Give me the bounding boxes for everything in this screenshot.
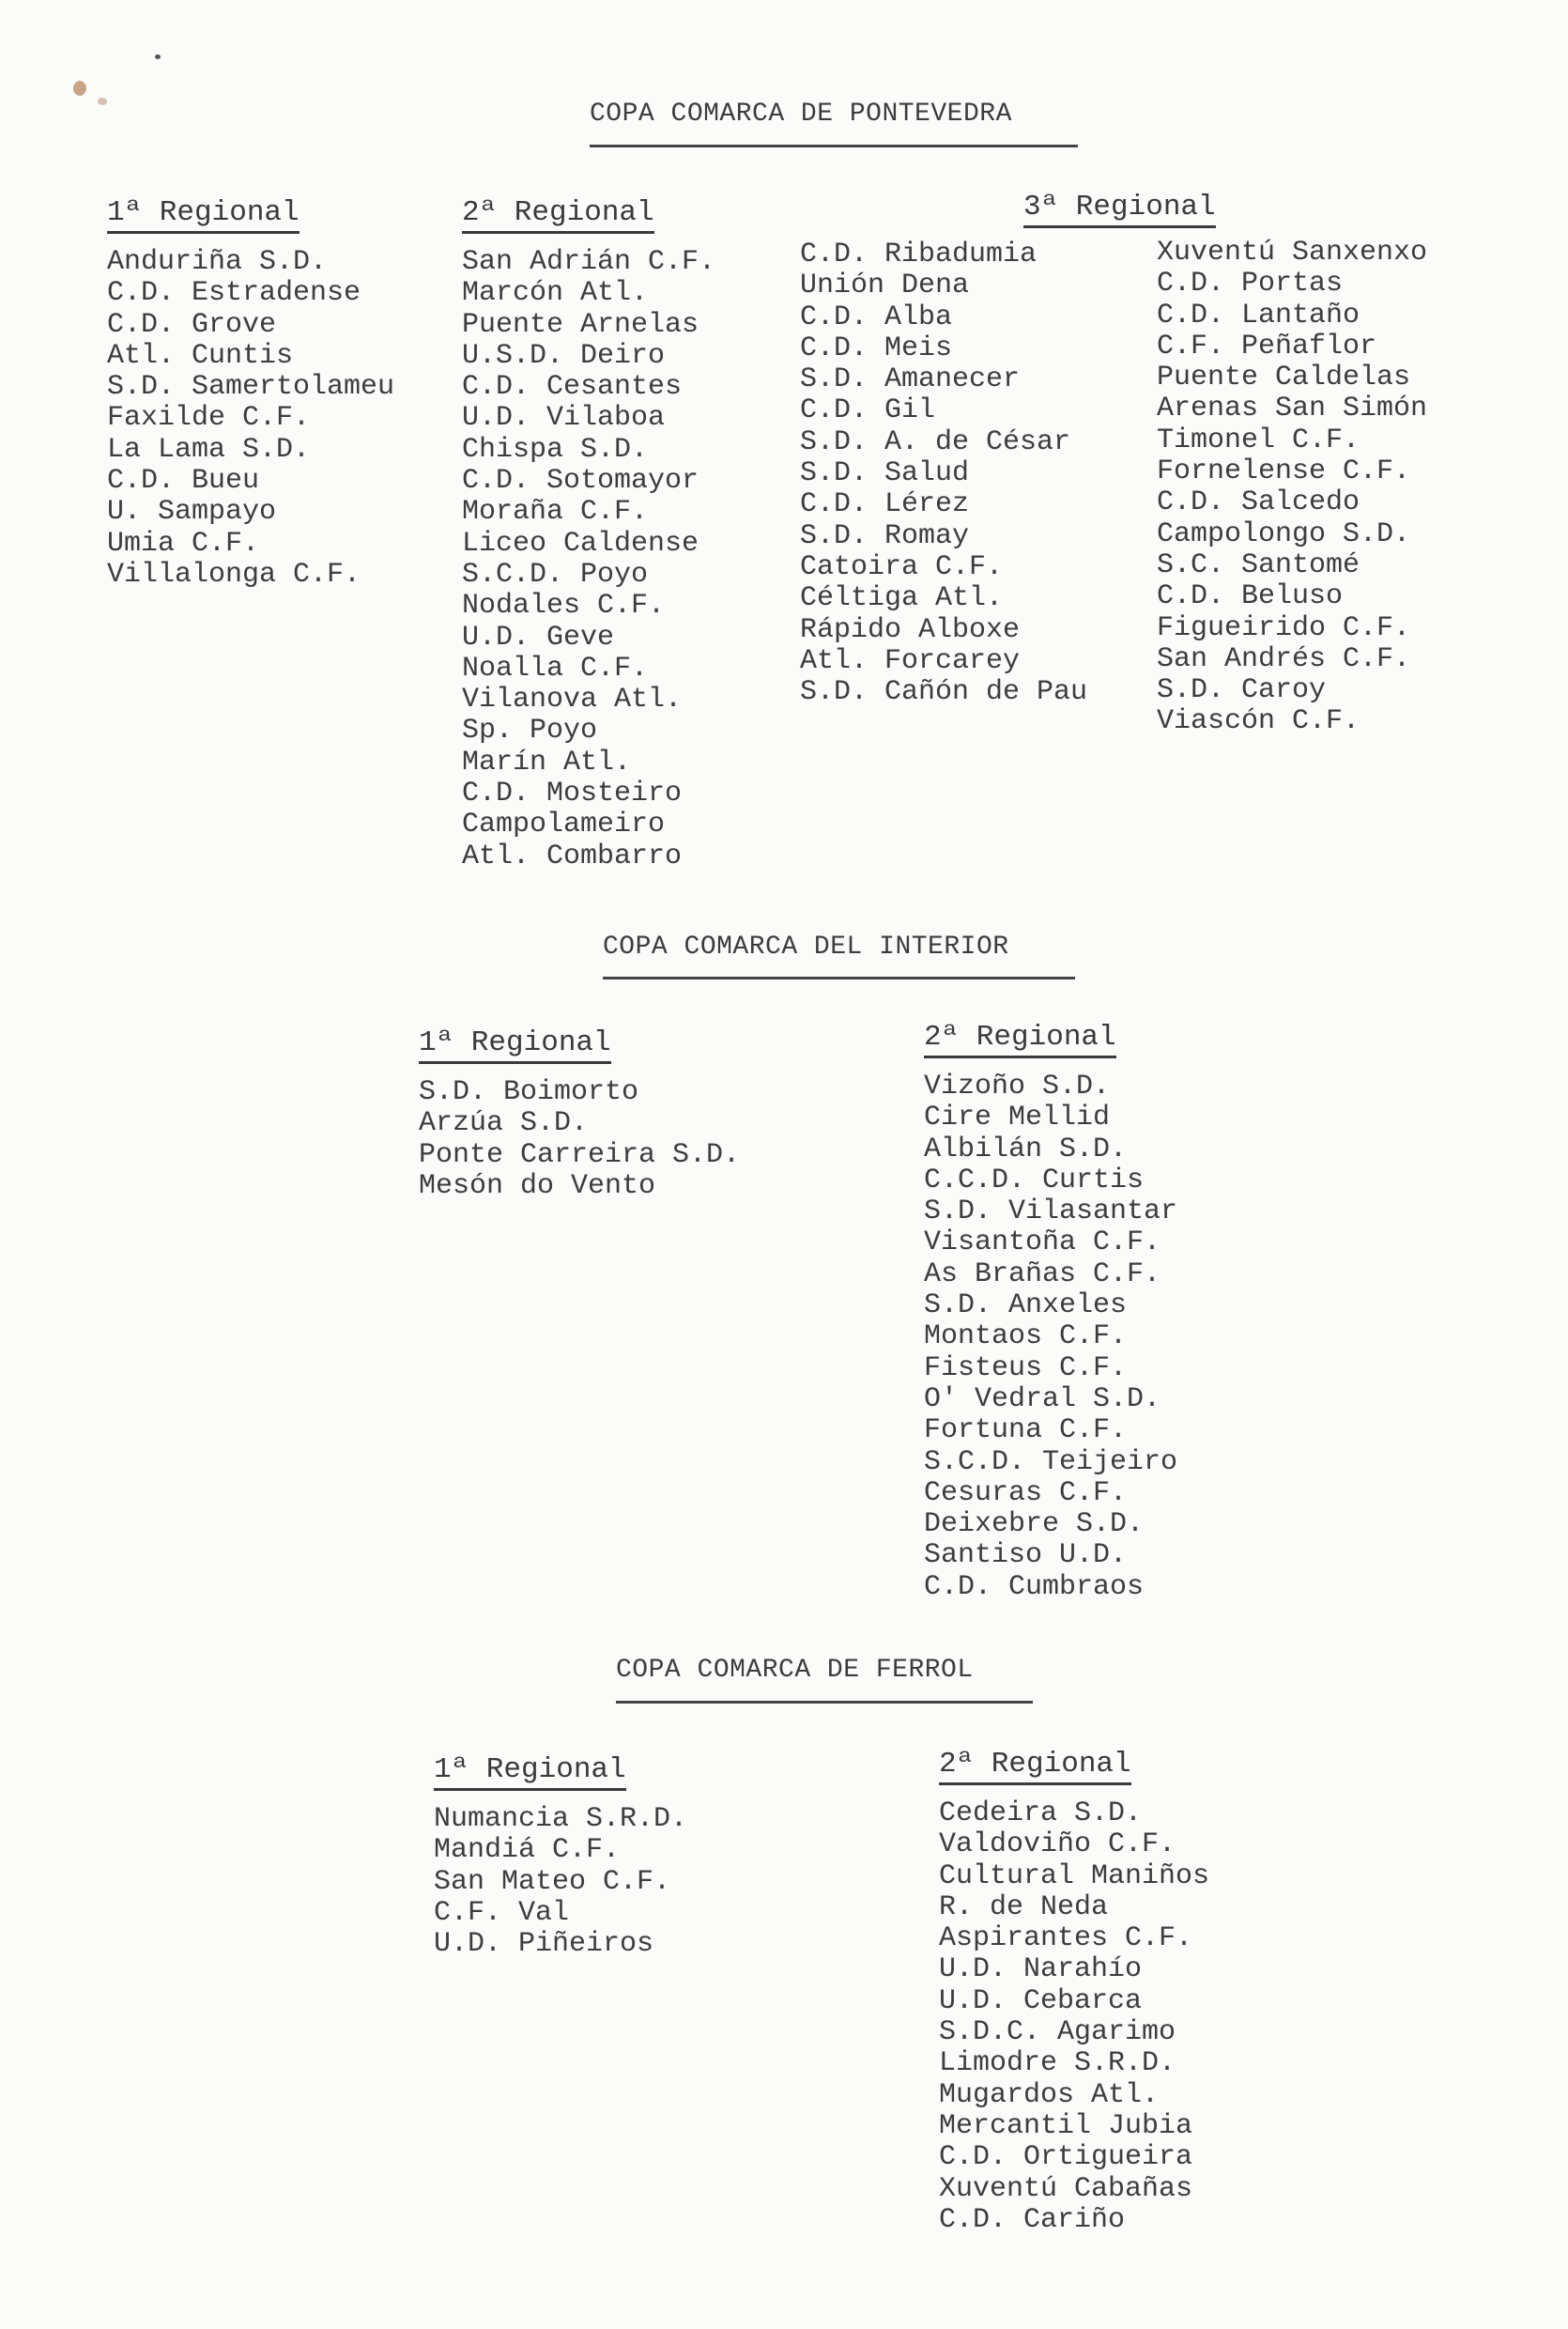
team-name: S.D.C. Agarimo bbox=[939, 2016, 1176, 2049]
team-name: U.D. Geve bbox=[462, 621, 615, 654]
team-name: Santiso U.D. bbox=[924, 1539, 1128, 1572]
team-name: C.F. Peñaflor bbox=[1157, 330, 1377, 362]
ferrol-column-1 bbox=[434, 1754, 687, 1960]
team-name: San Mateo C.F. bbox=[434, 1865, 671, 1898]
team-list bbox=[419, 1077, 740, 1202]
column-header: 2ª Regional bbox=[924, 1022, 1116, 1058]
team-name: C.F. Val bbox=[434, 1896, 570, 1929]
team-name: Numancia S.R.D. bbox=[434, 1803, 688, 1835]
team-name: Chispa S.D. bbox=[462, 433, 649, 466]
team-name: San Adrián C.F. bbox=[462, 246, 716, 278]
team-name: Mandiá C.F. bbox=[434, 1834, 621, 1867]
team-name: U.D. Vilaboa bbox=[462, 402, 666, 435]
team-name: Puente Arnelas bbox=[462, 308, 699, 341]
team-name: Unión Dena bbox=[800, 270, 970, 302]
team-name: S.D. Amanecer bbox=[800, 363, 1021, 396]
team-list bbox=[434, 1804, 687, 1960]
team-name: S.C.D. Teijeiro bbox=[924, 1445, 1178, 1478]
column-header: 2ª Regional bbox=[462, 197, 654, 234]
team-name: O' Vedral S.D. bbox=[924, 1382, 1161, 1415]
team-name: U.D. Cebarca bbox=[939, 1984, 1143, 2017]
team-name: C.D. Cesantes bbox=[462, 371, 683, 404]
team-name: Marcón Atl. bbox=[462, 277, 649, 310]
section-title-ferrol: COPA COMARCA DE FERROL bbox=[616, 1656, 974, 1685]
team-name: Albilán S.D. bbox=[924, 1133, 1128, 1165]
team-name: C.C.D. Curtis bbox=[924, 1164, 1145, 1196]
team-name: S.D. Salud bbox=[800, 457, 970, 490]
team-name: U.S.D. Deiro bbox=[462, 339, 666, 372]
team-name: U. Sampayo bbox=[107, 496, 277, 529]
team-name: Moraña C.F. bbox=[462, 496, 649, 529]
team-name: Cedeira S.D. bbox=[939, 1797, 1143, 1829]
team-name: Rápido Alboxe bbox=[800, 613, 1021, 646]
team-name: Catoira C.F. bbox=[800, 550, 1004, 583]
team-name: Fornelense C.F. bbox=[1157, 455, 1411, 488]
column-header: 3ª Regional bbox=[1023, 192, 1216, 228]
team-name: S.D. Cañón de Pau bbox=[800, 676, 1088, 709]
team-name: C.D. Cariño bbox=[939, 2203, 1126, 2236]
team-name: Limodre S.R.D. bbox=[939, 2047, 1176, 2080]
team-list bbox=[800, 239, 1087, 708]
team-name: Mercantil Jubia bbox=[939, 2109, 1193, 2142]
pontevedra-column-2 bbox=[462, 197, 715, 872]
team-name: Timonel C.F. bbox=[1157, 424, 1360, 456]
column-header: 1ª Regional bbox=[434, 1754, 626, 1791]
team-name: S.C.D. Poyo bbox=[462, 558, 649, 591]
team-name: Cesuras C.F. bbox=[924, 1476, 1128, 1509]
team-name: Valdoviño C.F. bbox=[939, 1828, 1176, 1861]
team-name: C.D. Meis bbox=[800, 332, 953, 364]
team-name: C.D. Beluso bbox=[1157, 580, 1344, 613]
team-name: Aspirantes C.F. bbox=[939, 1922, 1193, 1955]
team-name: As Brañas C.F. bbox=[924, 1257, 1161, 1290]
team-name: Fisteus C.F. bbox=[924, 1351, 1128, 1384]
column-header: 1ª Regional bbox=[107, 197, 300, 234]
team-list bbox=[107, 247, 394, 591]
team-name: C.D. Bueu bbox=[107, 465, 260, 498]
team-name: Campolongo S.D. bbox=[1157, 517, 1411, 550]
team-name: S.D. Vilasantar bbox=[924, 1195, 1178, 1228]
paper-speck bbox=[73, 81, 86, 96]
team-name: Nodales C.F. bbox=[462, 590, 666, 623]
section-title-interior: COPA COMARCA DEL INTERIOR bbox=[603, 933, 1009, 962]
column-header: 2ª Regional bbox=[939, 1749, 1131, 1785]
team-name: Fortuna C.F. bbox=[924, 1414, 1128, 1447]
team-name: Cultural Maniños bbox=[939, 1859, 1210, 1892]
team-name: Figueirido C.F. bbox=[1157, 611, 1411, 644]
ferrol-column-2 bbox=[939, 1749, 1209, 2236]
pontevedra-column-1 bbox=[107, 197, 394, 591]
team-name: C.D. Cumbraos bbox=[924, 1570, 1145, 1603]
section-title-pontevedra: COPA COMARCA DE PONTEVEDRA bbox=[590, 100, 1012, 129]
team-name: C.D. Portas bbox=[1157, 268, 1344, 301]
paper-speck bbox=[155, 54, 161, 59]
team-name: C.D. Grove bbox=[107, 308, 277, 341]
team-name: Mugardos Atl. bbox=[939, 2078, 1160, 2111]
pontevedra-column-3 bbox=[800, 239, 1087, 708]
team-name: S.D. A. de César bbox=[800, 425, 1071, 458]
team-list bbox=[462, 247, 715, 872]
team-name: Liceo Caldense bbox=[462, 527, 699, 560]
team-name: Montaos C.F. bbox=[924, 1320, 1128, 1353]
team-name: C.D. Lantaño bbox=[1157, 299, 1360, 332]
interior-column-2 bbox=[924, 1022, 1177, 1603]
team-name: Atl. Forcarey bbox=[800, 644, 1021, 677]
team-name: Vilanova Atl. bbox=[462, 684, 683, 717]
team-name: Vizoño S.D. bbox=[924, 1071, 1111, 1103]
team-name: Noalla C.F. bbox=[462, 652, 649, 685]
team-name: La Lama S.D. bbox=[107, 433, 311, 466]
team-name: Sp. Poyo bbox=[462, 715, 598, 748]
team-name: Campolameiro bbox=[462, 809, 666, 841]
team-name: Visantoña C.F. bbox=[924, 1226, 1161, 1259]
paper-speck bbox=[98, 98, 107, 105]
section-title-rule bbox=[590, 145, 1078, 147]
pontevedra-3a-header-wrap bbox=[1023, 192, 1216, 241]
interior-column-1 bbox=[419, 1027, 740, 1202]
team-name: C.D. Sotomayor bbox=[462, 465, 699, 498]
team-name: Faxilde C.F. bbox=[107, 402, 311, 435]
team-name: C.D. Lérez bbox=[800, 488, 970, 521]
team-name: S.D. Caroy bbox=[1157, 674, 1327, 707]
pontevedra-column-4 bbox=[1157, 238, 1427, 738]
team-list bbox=[939, 1798, 1209, 2236]
team-name: Umia C.F. bbox=[107, 527, 260, 560]
team-name: S.D. Anxeles bbox=[924, 1289, 1128, 1322]
team-name: Atl. Cuntis bbox=[107, 339, 294, 372]
team-name: Cire Mellid bbox=[924, 1102, 1111, 1134]
team-name: Villalonga C.F. bbox=[107, 558, 361, 591]
team-list bbox=[1157, 238, 1427, 738]
team-name: Xuventú Cabañas bbox=[939, 2172, 1193, 2205]
section-title-rule bbox=[616, 1701, 1033, 1704]
team-name: Anduriña S.D. bbox=[107, 246, 328, 278]
team-name: C.D. Gil bbox=[800, 394, 936, 427]
team-name: Deixebre S.D. bbox=[924, 1508, 1145, 1541]
team-name: Arzúa S.D. bbox=[419, 1107, 589, 1140]
team-name: Arenas San Simón bbox=[1157, 393, 1428, 425]
team-name: Puente Caldelas bbox=[1157, 362, 1411, 394]
column-header: 1ª Regional bbox=[419, 1027, 611, 1064]
team-list bbox=[924, 1072, 1177, 1603]
team-name: S.C. Santomé bbox=[1157, 548, 1360, 581]
team-name: Ponte Carreira S.D. bbox=[419, 1138, 741, 1171]
team-name: San Andrés C.F. bbox=[1157, 642, 1411, 675]
team-name: C.D. Estradense bbox=[107, 277, 361, 310]
section-title-rule bbox=[603, 977, 1075, 979]
team-name: Viascón C.F. bbox=[1157, 705, 1360, 738]
team-name: S.D. Samertolameu bbox=[107, 371, 395, 404]
team-name: C.D. Salcedo bbox=[1157, 486, 1360, 519]
team-name: U.D. Narahío bbox=[939, 1953, 1143, 1986]
team-name: Céltiga Atl. bbox=[800, 582, 1004, 615]
team-name: Mesón do Vento bbox=[419, 1169, 656, 1202]
team-name: S.D. Boimorto bbox=[419, 1076, 639, 1108]
team-name: Marín Atl. bbox=[462, 746, 632, 779]
team-name: C.D. Mosteiro bbox=[462, 778, 683, 810]
team-name: C.D. Alba bbox=[800, 301, 953, 333]
team-name: C.D. Ortigueira bbox=[939, 2141, 1193, 2174]
team-name: Atl. Combarro bbox=[462, 840, 683, 872]
team-name: C.D. Ribadumia bbox=[800, 239, 1038, 270]
team-name: R. de Neda bbox=[939, 1890, 1109, 1923]
team-name: U.D. Piñeiros bbox=[434, 1928, 654, 1961]
team-name: Xuventú Sanxenxo bbox=[1157, 237, 1428, 269]
team-name: S.D. Romay bbox=[800, 519, 970, 552]
